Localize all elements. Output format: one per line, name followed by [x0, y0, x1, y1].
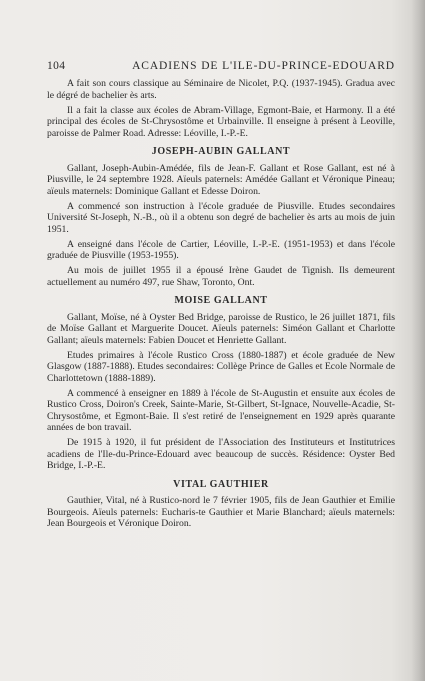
intro-paragraph: Il a fait la classe aux écoles de Abram-Village, Egmont-Baie, et Harmony. Il a été principal des écoles de St-Chrysostôme et Urbainville. Il enseigne à présent à Leoville, paroisse de Palmer Road. Adresse: Léoville, I.-P.-E. — [47, 104, 395, 139]
page-header — [47, 60, 395, 74]
page-body — [47, 78, 395, 533]
section-paragraph: De 1915 à 1920, il fut président de l'Association des Instituteurs et Institutrices acadiens de l'Ile-du-Prince-Edouard avec beaucoup de succès. Résidence: Oyster Bed Bridge, I.-P.-E. — [47, 437, 395, 471]
section-paragraph: A enseigné dans l'école de Cartier, Léoville, I.-P.-E. (1951-1953) et dans l'école graduée de Piusville (1953-1955). — [47, 238, 395, 261]
section-paragraph: A commencé à enseigner en 1889 à l'école de St-Augustin et ensuite aux écoles de Rustico Cross, Doiron's Creek, Sainte-Marie, St-Gilbert, St-Ignace, Nouvelle-Acadie, St-Chrysostôme, et Egmont-Baie. Il s'est retiré de l'enseignement en 1929 après quarante années de bon travail. — [47, 387, 395, 433]
section-title-joseph-aubin-gallant: JOSEPH-AUBIN GALLANT — [151, 146, 291, 157]
section-paragraph: Gauthier, Vital, né à Rustico-nord le 7 février 1905, fils de Jean Gauthier et Emilie Bourgeois. Aïeuls paternels: Eucharis-te Gauthier et Marie Blanchard; aïeuls maternels: Jean Bourgeois et Véronique Doiron. — [47, 495, 395, 529]
section-paragraph: Gallant, Joseph-Aubin-Amédée, fils de Jean-F. Gallant et Rose Gallant, est né à Piusville, le 24 septembre 1928. Aïeuls paternels: Amédée Gallant et Véronique Pineau; aïeuls maternels: Dominique Gallant et Edesse Doiron. — [47, 162, 395, 197]
section-title-vital-gauthier: VITAL GAUTHIER — [173, 478, 269, 490]
intro-paragraph: A fait son cours classique au Séminaire de Nicolet, P.Q. (1937-1945). Gradua avec le dégré de bachelier ès arts. — [47, 78, 395, 101]
section-paragraph: Gallant, Moïse, né à Oyster Bed Bridge, paroisse de Rustico, le 26 juillet 1871, fils de Moïse Gallant et Marguerite Doucet. Aïeuls paternels: Siméon Gallant et Charlotte Gallant; aïeuls maternels: Fabien Doucet et Henriette Gallant. — [47, 311, 395, 346]
section-paragraph: A commencé son instruction à l'école graduée de Piusville. Etudes secondaires Université St-Joseph, N.-B., où il a obtenu son degré de bachelier ès arts au mois de juin 1951. — [47, 200, 395, 235]
page-number: 104 — [47, 60, 66, 72]
section-paragraph: Etudes primaires à l'école Rustico Cross (1880-1887) et école graduée de New Glasgow (1887-1888). Etudes secondaires: Collège Prince de Galles et Ecole Normale de Charlottetown (1888-1889). — [47, 349, 395, 384]
section-title-moise-gallant: MOISE GALLANT — [174, 295, 268, 306]
section-paragraph: Au mois de juillet 1955 il a épousé Irène Gaudet de Tignish. Ils demeurent actuellement au numéro 497, rue Shaw, Toronto, Ont. — [47, 265, 395, 288]
page-spine-shadow — [411, 0, 425, 681]
running-head: ACADIENS DE L'ILE-DU-PRINCE-EDOUARD — [132, 60, 395, 72]
